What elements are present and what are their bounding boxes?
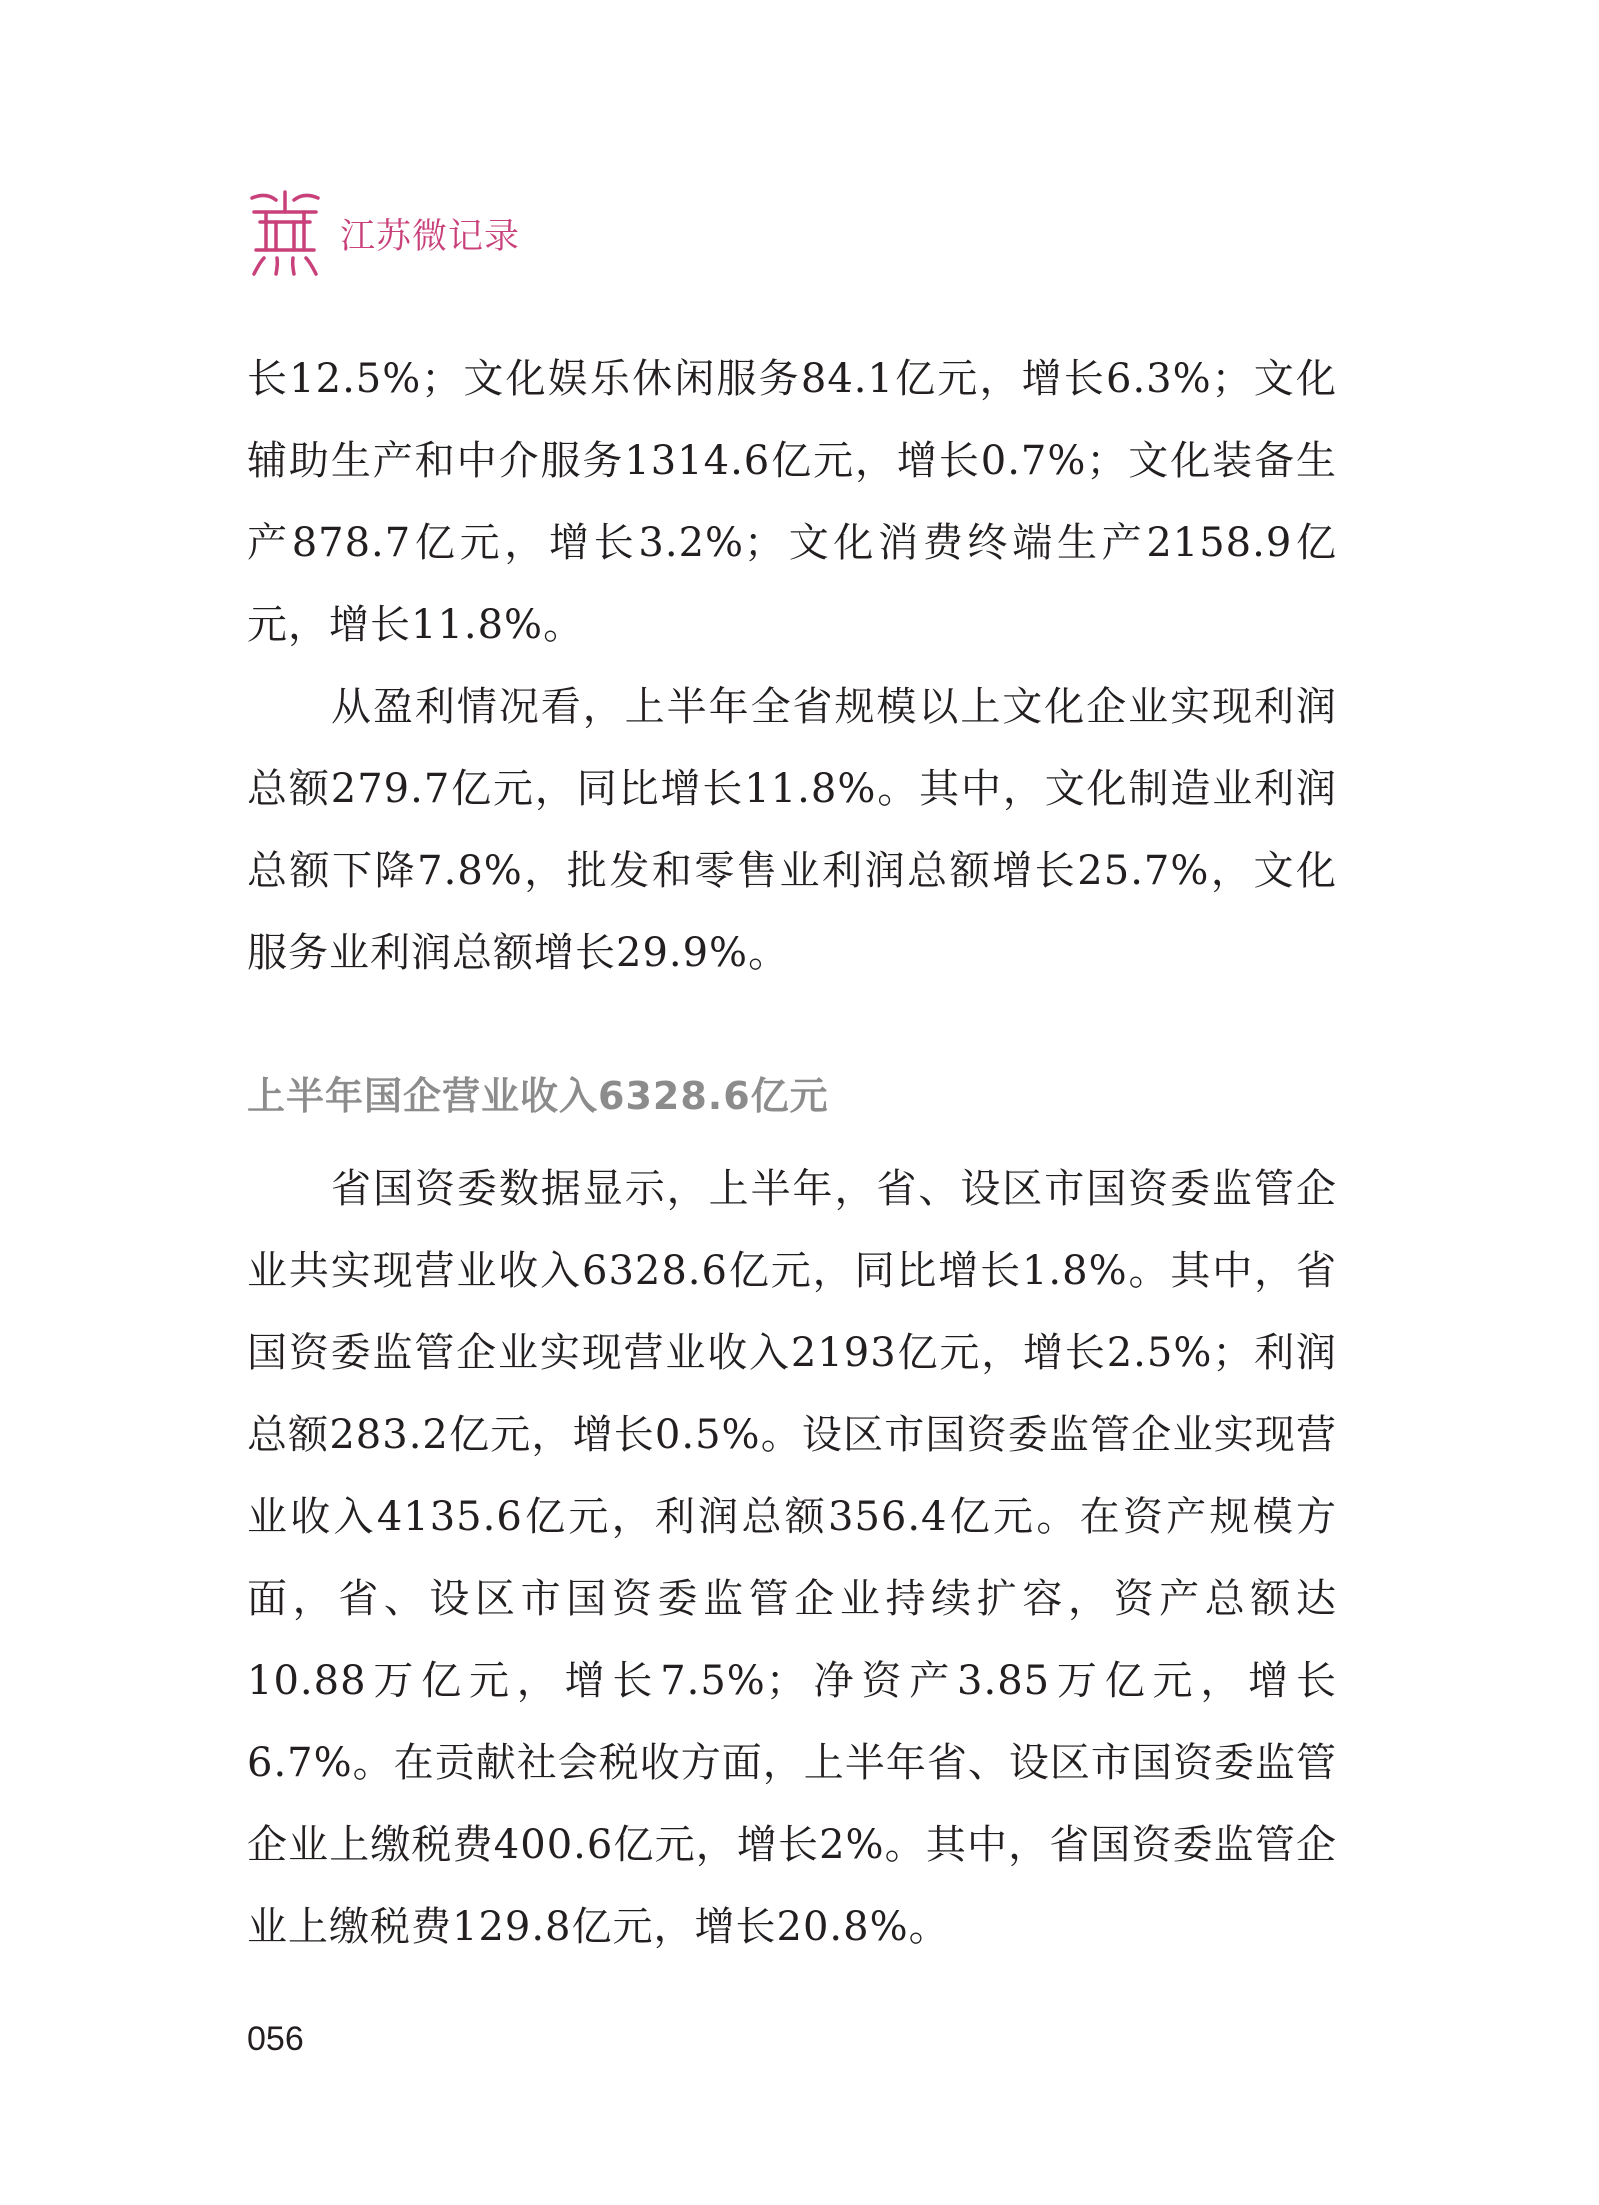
paragraph-continued: 长12.5%；文化娱乐休闲服务84.1亿元，增长6.3%；文化辅助生产和中介服务1314.6亿元，增长0.7%；文化装备生产878.7亿元，增长3.2%；文化消费终端生产2158.9亿元，增长11.8%。 [247, 356, 1337, 648]
series-title: 江苏微记录 [340, 216, 521, 257]
section-heading: 上半年国企营业收入6328.6亿元 [247, 1074, 829, 1118]
jiangsu-emblem-icon [246, 188, 324, 278]
page-number: 056 [247, 2020, 304, 2058]
paragraph-profit: 从盈利情况看，上半年全省规模以上文化企业实现利润总额279.7亿元，同比增长11.8%。其中，文化制造业利润总额下降7.8%，批发和零售业利润总额增长25.7%，文化服务业利润总额增长29.9%。 [247, 684, 1337, 976]
page-header [246, 188, 520, 278]
article-body [247, 338, 1337, 1968]
paragraph-soe-revenue: 省国资委数据显示，上半年，省、设区市国资委监管企业共实现营业收入6328.6亿元，同比增长1.8%。其中，省国资委监管企业实现营业收入2193亿元，增长2.5%；利润总额283.2亿元，增长0.5%。设区市国资委监管企业实现营业收入4135.6亿元，利润总额356.4亿元。在资产规模方面，省、设区市国资委监管企业持续扩容，资产总额达10.88万亿元，增长7.5%；净资产3.85万亿元，增长6.7%。在贡献社会税收方面，上半年省、设区市国资委监管企业上缴税费400.6亿元，增长2%。其中，省国资委监管企业上缴税费129.8亿元，增长20.8%。 [247, 1166, 1337, 1950]
